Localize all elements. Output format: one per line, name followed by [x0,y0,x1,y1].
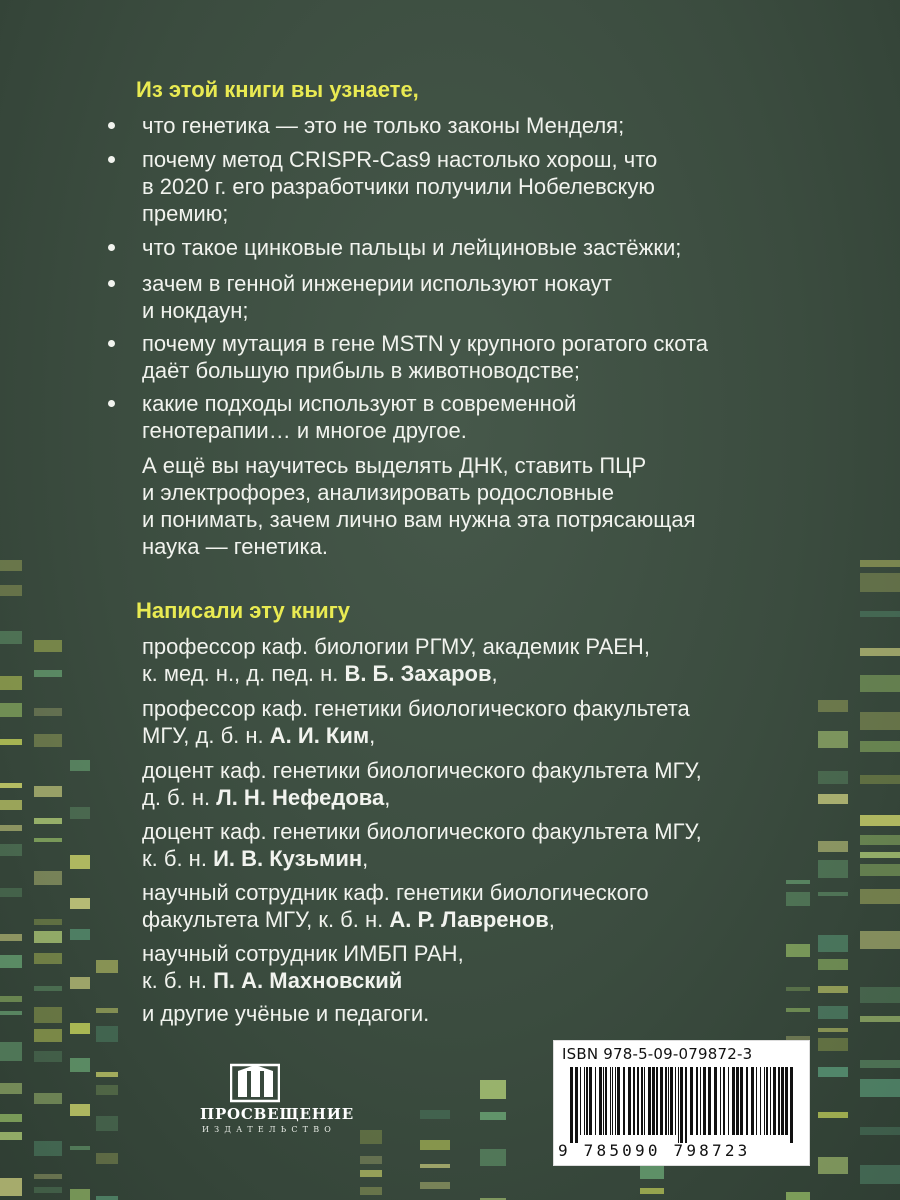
barcode-bar [586,1067,588,1135]
gel-band [640,1188,664,1194]
barcode-bar [703,1067,706,1135]
barcode-bar [736,1067,739,1135]
author-affiliation: доцент каф. генетики биологического факультета МГУ, [142,758,702,783]
gel-band [860,775,900,784]
gel-band [786,987,810,991]
gel-band [70,929,90,940]
bullet-icon [108,280,115,287]
bullet-line: что генетика — это не только законы Менделя; [142,113,625,138]
gel-band [0,825,22,831]
authors-heading: Написали эту книгу [136,598,351,623]
bullet-line: какие подходы используют в современной [142,391,577,416]
gel-band [818,892,848,896]
barcode-bar [678,1067,679,1143]
gel-band [34,953,62,964]
barcode-bar [595,1067,596,1135]
bullet-icon [108,400,115,407]
gel-band [818,794,848,804]
gel-band [480,1112,506,1120]
gel-band [818,1028,848,1032]
author-entry [142,695,690,749]
barcode-bar [720,1067,721,1135]
gel-band [70,898,90,909]
gel-band [0,703,22,717]
gel-band [786,1008,810,1012]
author-degree-line: д. б. н. Л. Н. Нефедова, [142,785,391,810]
gel-band [860,741,900,752]
gel-band [70,1104,90,1116]
gel-band [0,934,22,941]
barcode-bar [740,1067,743,1135]
intro-heading: Из этой книги вы узнаете, [136,77,419,102]
gel-band [70,1146,90,1150]
author-degree-line: к. мед. н., д. пед. н. В. Б. Захаров, [142,661,498,686]
author-name: И. В. Кузьмин [213,846,363,871]
paragraph-line: А ещё вы научитесь выделять ДНК, ставить ПЦР [142,453,647,478]
gel-band [860,1016,900,1022]
barcode-bar [732,1067,735,1135]
barcode-bar [656,1067,658,1135]
gel-band [96,1026,118,1042]
gel-band [818,1067,848,1077]
gel-band [360,1170,382,1177]
gel-band [860,1079,900,1097]
gel-band [0,996,22,1002]
barcode-bar [633,1067,635,1135]
gel-band [480,1149,506,1166]
barcode-bar [728,1067,729,1135]
barcode-bar [612,1067,613,1135]
barcode-bar [700,1067,701,1135]
bullet-line: почему мутация в гене MSTN у крупного рогатого скота [142,331,709,356]
barcode-bar [665,1067,667,1135]
gel-band [34,838,62,842]
gel-band [420,1140,450,1150]
barcode-bar [668,1067,669,1135]
gel-band [34,818,62,824]
author-name: А. И. Ким [269,723,370,748]
barcode-bar [756,1067,757,1135]
barcode-icon [568,1067,798,1143]
barcode-bar [603,1067,604,1135]
barcode-bar [764,1067,765,1135]
gel-band [70,807,90,819]
gel-band [860,712,900,730]
barcode-bar [580,1067,581,1135]
gel-band [0,631,22,644]
gel-band [96,1116,118,1131]
gel-band [860,560,900,567]
gel-band [818,731,848,748]
bullet-icon [108,340,115,347]
barcode-bar [615,1067,616,1135]
gel-band [818,1038,848,1051]
barcode-bar [637,1067,639,1135]
gel-band [0,739,22,745]
author-entry [142,818,702,872]
gel-band [0,888,22,897]
author-affiliation: научный сотрудник ИМБП РАН, [142,941,464,966]
gel-band [0,1178,22,1196]
gel-band [34,871,62,885]
gel-band [818,986,848,993]
barcode-bar [690,1067,693,1135]
gel-band [818,1006,848,1019]
author-entry [142,940,464,994]
gel-band [818,700,848,712]
paragraph-line: и понимать, зачем лично вам нужна эта потрясающая [142,507,696,532]
barcode-bar [660,1067,663,1135]
gel-band [480,1080,506,1099]
gel-band [0,585,22,596]
gel-band [360,1156,382,1164]
gel-band [860,815,900,826]
gel-band [860,611,900,617]
barcode-bar [746,1067,748,1135]
gel-band [860,864,900,876]
barcode-bar [617,1067,620,1135]
gel-band [786,944,810,957]
gel-band [70,1058,90,1072]
barcode-bar [623,1067,625,1135]
gel-band [34,1141,62,1156]
barcode-bar [751,1067,754,1135]
gel-band [34,786,62,797]
author-degree-line: к. б. н. П. А. Махновский [142,968,403,993]
barcode-bar [641,1067,643,1135]
author-name: П. А. Махновский [213,968,403,993]
bullet-line: даёт большую прибыль в животноводстве; [142,358,581,383]
gel-band [0,560,22,571]
gel-band [34,670,62,677]
author-entry [142,879,649,933]
gel-band [34,931,62,943]
bullet-line: зачем в генной инженерии используют нокаут [142,271,612,296]
gel-band [0,676,22,690]
gel-band [70,1023,90,1034]
gel-band [420,1110,450,1119]
gel-band [0,800,22,810]
gel-band [860,573,900,592]
bullet-line: премию; [142,201,229,226]
gel-band [818,771,848,784]
gel-band [420,1182,450,1189]
publisher-name: ПРОСВЕЩЕНИЕ [200,1105,354,1123]
bullet-line: в 2020 г. его разработчики получили Нобелевскую [142,174,655,199]
gel-band [818,959,848,970]
author-name: В. Б. Захаров [344,661,492,686]
gel-band [640,1165,664,1179]
barcode-bar [605,1067,607,1135]
gel-band [0,1042,22,1061]
bullet-icon [108,156,115,163]
gel-band [860,889,900,904]
barcode-bar [610,1067,611,1135]
gel-band [96,1085,118,1095]
gel-band [70,760,90,771]
isbn-barcode-block [553,1040,810,1166]
barcode-bar [570,1067,573,1143]
gel-band [786,892,810,906]
gel-band [34,1051,62,1062]
publisher-emblem-icon [230,1063,280,1103]
barcode-bar [680,1067,683,1143]
paragraph-line: наука — генетика. [142,534,328,559]
gel-band [0,1114,22,1122]
author-affiliation: доцент каф. генетики биологического факультета МГУ, [142,819,702,844]
gel-band [34,708,62,716]
gel-band [818,935,848,952]
barcode-bar [770,1067,771,1135]
bullet-icon [108,244,115,251]
bullet-line: что такое цинковые пальцы и лейциновые застёжки; [142,235,682,260]
barcode-bar [675,1067,676,1135]
gel-band [786,1192,810,1200]
author-affiliation: профессор каф. биологии РГМУ, академик РАЕН, [142,634,650,659]
gel-band [34,1093,62,1104]
gel-band [818,860,848,878]
gel-band [96,1153,118,1164]
publisher-logo [200,1063,354,1143]
gel-band [34,734,62,747]
gel-band [0,1083,22,1094]
barcode-digits: 9 785090 798723 [558,1141,751,1160]
authors-closing: и другие учёные и педагоги. [142,1001,430,1026]
barcode-bar [760,1067,761,1135]
barcode-bar [714,1067,717,1135]
gel-band [818,1112,848,1118]
barcode-bar [584,1067,585,1135]
gel-band [0,955,22,968]
gel-band [786,880,810,884]
gel-band [96,1196,118,1200]
author-affiliation: профессор каф. генетики биологического факультета [142,696,690,721]
barcode-bar [781,1067,784,1135]
barcode-bar [644,1067,645,1135]
barcode-bar [785,1067,788,1135]
gel-band [34,1029,62,1042]
author-name: А. Р. Лавренов [389,907,549,932]
gel-band [34,1007,62,1023]
author-name: Л. Н. Нефедова [216,785,385,810]
barcode-bar [670,1067,673,1135]
paragraph-line: и электрофорез, анализировать родословные [142,480,614,505]
gel-band [860,1060,900,1068]
barcode-bar [790,1067,793,1143]
barcode-bar [599,1067,602,1135]
publisher-subtitle: ИЗДАТЕЛЬСТВО [202,1125,337,1134]
barcode-bar [773,1067,776,1135]
gel-band [70,977,90,989]
gel-band [818,841,848,852]
gel-band [360,1187,382,1195]
barcode-bar [723,1067,725,1135]
gel-band [0,783,22,788]
bullet-line: и нокдаун; [142,298,249,323]
gel-band [860,675,900,692]
gel-band [34,640,62,652]
gel-band [0,1011,22,1015]
gel-band [96,1072,118,1077]
intro-closing-paragraph [142,452,696,560]
barcode-bar [628,1067,631,1135]
gel-band [0,1132,22,1140]
bullet-line: почему метод CRISPR-Cas9 настолько хорош, что [142,147,658,172]
isbn-label: ISBN 978-5-09-079872-3 [562,1045,753,1063]
barcode-bar [652,1067,655,1135]
gel-band [96,960,118,973]
author-degree-line: МГУ, д. б. н. А. И. Ким, [142,723,376,748]
author-entry [142,757,702,811]
gel-band [360,1130,382,1144]
bullet-line: генотерапии… и многое другое. [142,418,467,443]
gel-band [860,835,900,845]
author-entry [142,633,650,687]
gel-band [96,1008,118,1013]
gel-band [860,648,900,656]
barcode-bar [648,1067,651,1135]
gel-band [34,1174,62,1179]
gel-band [70,1189,90,1200]
gel-band [0,844,22,856]
barcode-bar [575,1067,578,1143]
gel-band [860,1165,900,1184]
barcode-bar [685,1067,687,1143]
gel-band [420,1164,450,1168]
barcode-bar [766,1067,768,1135]
author-degree-line: к. б. н. И. В. Кузьмин, [142,846,369,871]
gel-band [34,1187,62,1193]
bullet-icon [108,122,115,129]
barcode-bar [778,1067,780,1135]
gel-band [860,1127,900,1135]
gel-band [860,852,900,858]
barcode-bar [708,1067,711,1135]
gel-band [860,987,900,1003]
gel-band [34,986,62,991]
barcode-bar [589,1067,592,1135]
author-affiliation: научный сотрудник каф. генетики биологического [142,880,649,905]
gel-band [70,855,90,869]
gel-band [818,1157,848,1174]
author-degree-line: факультета МГУ, к. б. н. А. Р. Лавренов, [142,907,555,932]
gel-band [34,919,62,925]
barcode-bar [696,1067,698,1135]
gel-band [860,931,900,949]
